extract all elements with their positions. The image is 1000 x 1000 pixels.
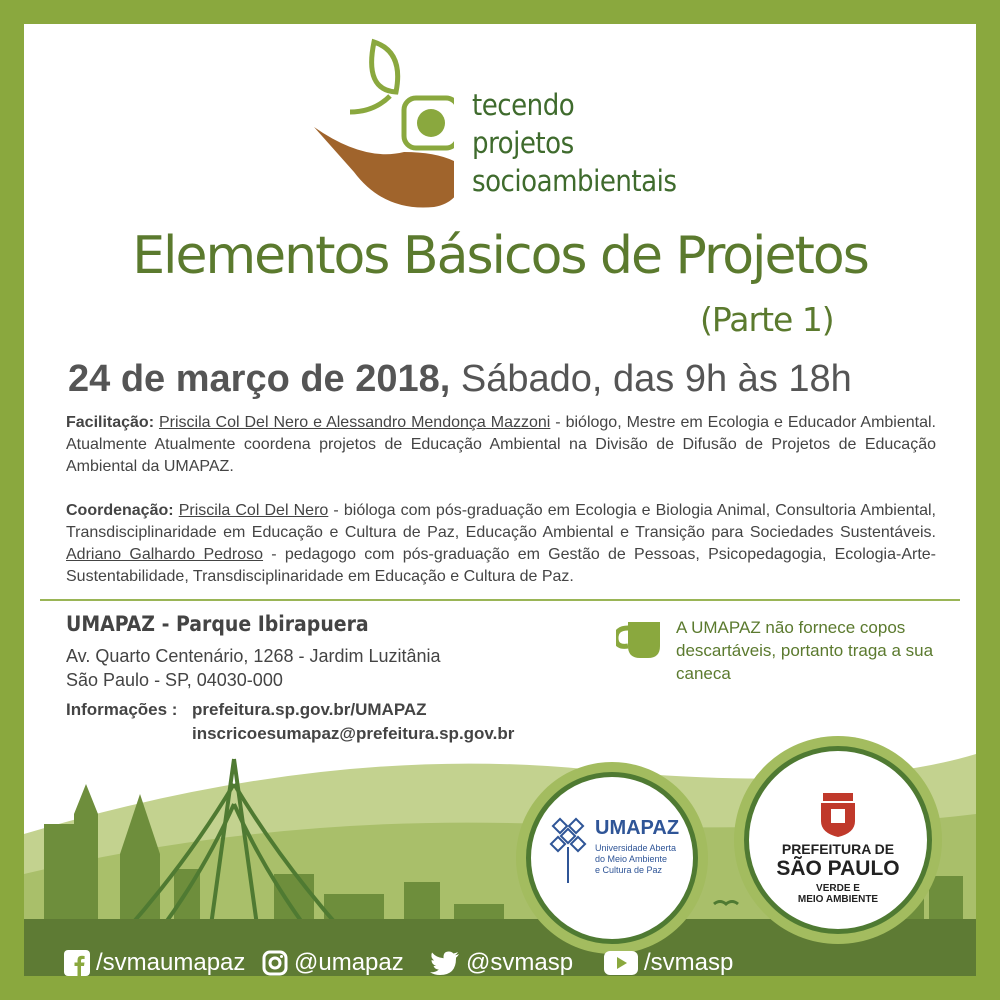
umapaz-badge-sub-1: Universidade Aberta <box>595 843 677 853</box>
facilitation-names: Priscila Col Del Nero e Alessandro Mendonça Mazzoni <box>159 414 551 431</box>
coordination-name-1: Priscila Col Del Nero <box>178 502 329 519</box>
info-label: Informações : <box>66 700 178 719</box>
event-title: Elementos Básicos de Projetos <box>132 226 868 286</box>
coordination-text-2: - pedagogo com pós-graduação em Gestão de Pessoas, Psicopedagogia, Ecologia-Arte-Sustentabilidade, Transdisciplinaridade em Educação e Cultura de Paz. <box>66 546 937 585</box>
section-divider <box>40 599 960 601</box>
venue-address-2: São Paulo - SP, 04030-000 <box>66 670 283 690</box>
event-subtitle: (Parte 1) <box>700 300 834 339</box>
youtube-link[interactable] <box>604 948 733 978</box>
prefeitura-badge-line-3a: VERDE E <box>816 883 860 894</box>
prefeitura-badge-line-2: SÃO PAULO <box>776 857 900 880</box>
logo-line-3: socioambientais <box>472 164 677 198</box>
instagram-handle: @umapaz <box>294 949 404 976</box>
venue-address-1: Av. Quarto Centenário, 1268 - Jardim Luzitânia <box>66 646 441 666</box>
umapaz-badge-subtitle <box>595 843 685 876</box>
event-date-bold: 24 de março de 2018, <box>68 358 451 400</box>
prefeitura-badge <box>744 746 932 934</box>
sao-paulo-coat-of-arms-icon <box>819 793 857 837</box>
prefeitura-badge-line-1: PREFEITURA DE <box>781 841 895 857</box>
umapaz-tree-icon <box>549 817 589 887</box>
umapaz-badge-sub-3: e Cultura de Paz <box>595 865 663 875</box>
twitter-handle: @svmasp <box>466 949 574 976</box>
youtube-handle: /svmasp <box>644 949 734 976</box>
twitter-icon <box>430 950 460 976</box>
youtube-icon <box>604 951 638 975</box>
twitter-link[interactable] <box>430 948 573 978</box>
info-website-link[interactable]: prefeitura.sp.gov.br/UMAPAZ <box>192 700 427 719</box>
coordination-text-1: - bióloga com pós-graduação em Ecologia e Biologia Animal, Consultoria Ambiental, Transdisciplinaridade em Educação e Cultura de Paz, Educação Ambiental e Transição para Sociedades Sustentáveis. <box>66 502 937 541</box>
mug-icon <box>616 620 666 660</box>
facebook-link[interactable] <box>64 948 245 978</box>
coordination-name-2: Adriano Galhardo Pedroso <box>66 546 264 563</box>
umapaz-badge-title: UMAPAZ <box>595 817 680 839</box>
instagram-link[interactable] <box>262 948 404 978</box>
umapaz-badge <box>526 772 698 944</box>
coordination-label: Coordenação: <box>66 502 174 519</box>
facilitation-text: - biólogo, Mestre em Ecologia e Educador Ambiental. Atualmente Atualmente coordena projetos de Educação Ambiental na Divisão de Difusão de Projetos de Educação Ambiental da UMAPAZ. <box>66 414 936 475</box>
event-date-rest: Sábado, das 9h às 18h <box>450 358 852 400</box>
hand-leaf-globe-icon <box>314 32 454 222</box>
venue-title: UMAPAZ - Parque Ibirapuera <box>66 612 369 636</box>
logo-line-1: tecendo <box>472 88 575 122</box>
prefeitura-badge-line-3b: MEIO AMBIENTE <box>797 894 879 905</box>
logo-wordmark <box>472 86 676 200</box>
umapaz-badge-sub-2: do Meio Ambiente <box>595 854 668 864</box>
facebook-icon <box>64 950 90 976</box>
facilitation-paragraph <box>66 412 936 478</box>
instagram-icon <box>262 950 288 976</box>
event-date <box>68 358 852 401</box>
poster-panel <box>24 24 976 976</box>
info-email-link[interactable]: inscricoesumapaz@prefeitura.sp.gov.br <box>192 724 515 743</box>
facilitation-label: Facilitação: <box>66 414 155 431</box>
coordination-paragraph <box>66 500 936 588</box>
notice-text: A UMAPAZ não fornece copos descartáveis, portanto traga a sua caneca <box>676 618 934 683</box>
logo-line-2: projetos <box>472 126 574 160</box>
prefeitura-badge-line-3 <box>749 883 927 905</box>
facebook-handle: /svmaumapaz <box>96 949 246 976</box>
